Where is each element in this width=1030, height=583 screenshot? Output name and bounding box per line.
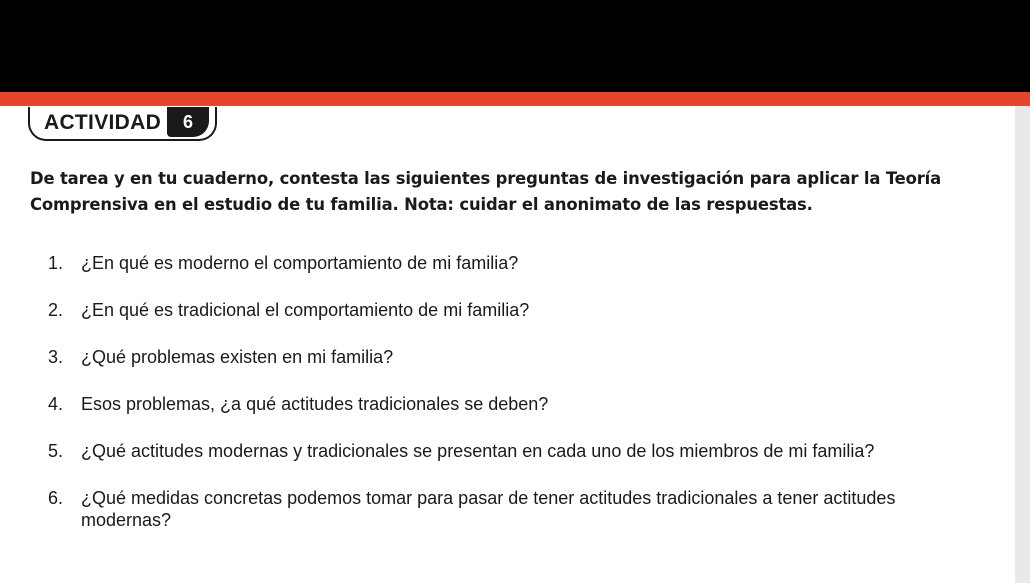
activity-label: ACTIVIDAD [44,111,162,134]
questions-list [48,252,948,556]
question-text: ¿Qué actitudes modernas y tradicionales se presentan en cada uno de los miembros de mi familia? [81,441,875,461]
question-item-2 [48,299,948,321]
activity-number-badge: 6 [167,107,209,137]
top-black-bar [0,0,1030,92]
question-number: 6. [48,488,64,508]
question-number: 5. [48,441,64,461]
question-text: ¿En qué es tradicional el comportamiento de mi familia? [81,300,530,320]
question-item-5 [48,440,948,462]
question-number: 3. [48,347,64,367]
question-item-3 [48,346,948,368]
accent-stripe [0,92,1030,106]
question-item-1 [48,252,948,274]
question-number: 4. [48,394,64,414]
question-item-4 [48,393,948,415]
question-text: ¿Qué medidas concretas podemos tomar para pasar de tener actitudes tradicionales a tener actitudes modernas? [81,488,896,530]
page-right-margin [1015,106,1030,583]
question-text: ¿Qué problemas existen en mi familia? [81,347,394,367]
question-number: 1. [48,253,64,273]
question-text: Esos problemas, ¿a qué actitudes tradicionales se deben? [81,394,549,414]
instructions-paragraph: De tarea y en tu cuaderno, contesta las siguientes preguntas de investigación para aplicar la Teoría Comprensiva en el estudio de tu familia. Nota: cuidar el anonimato de las respuestas. [30,169,942,214]
question-number: 2. [48,300,64,320]
question-text: ¿En qué es moderno el comportamiento de mi familia? [81,253,519,273]
question-item-6 [48,487,948,531]
activity-tag [28,107,217,141]
